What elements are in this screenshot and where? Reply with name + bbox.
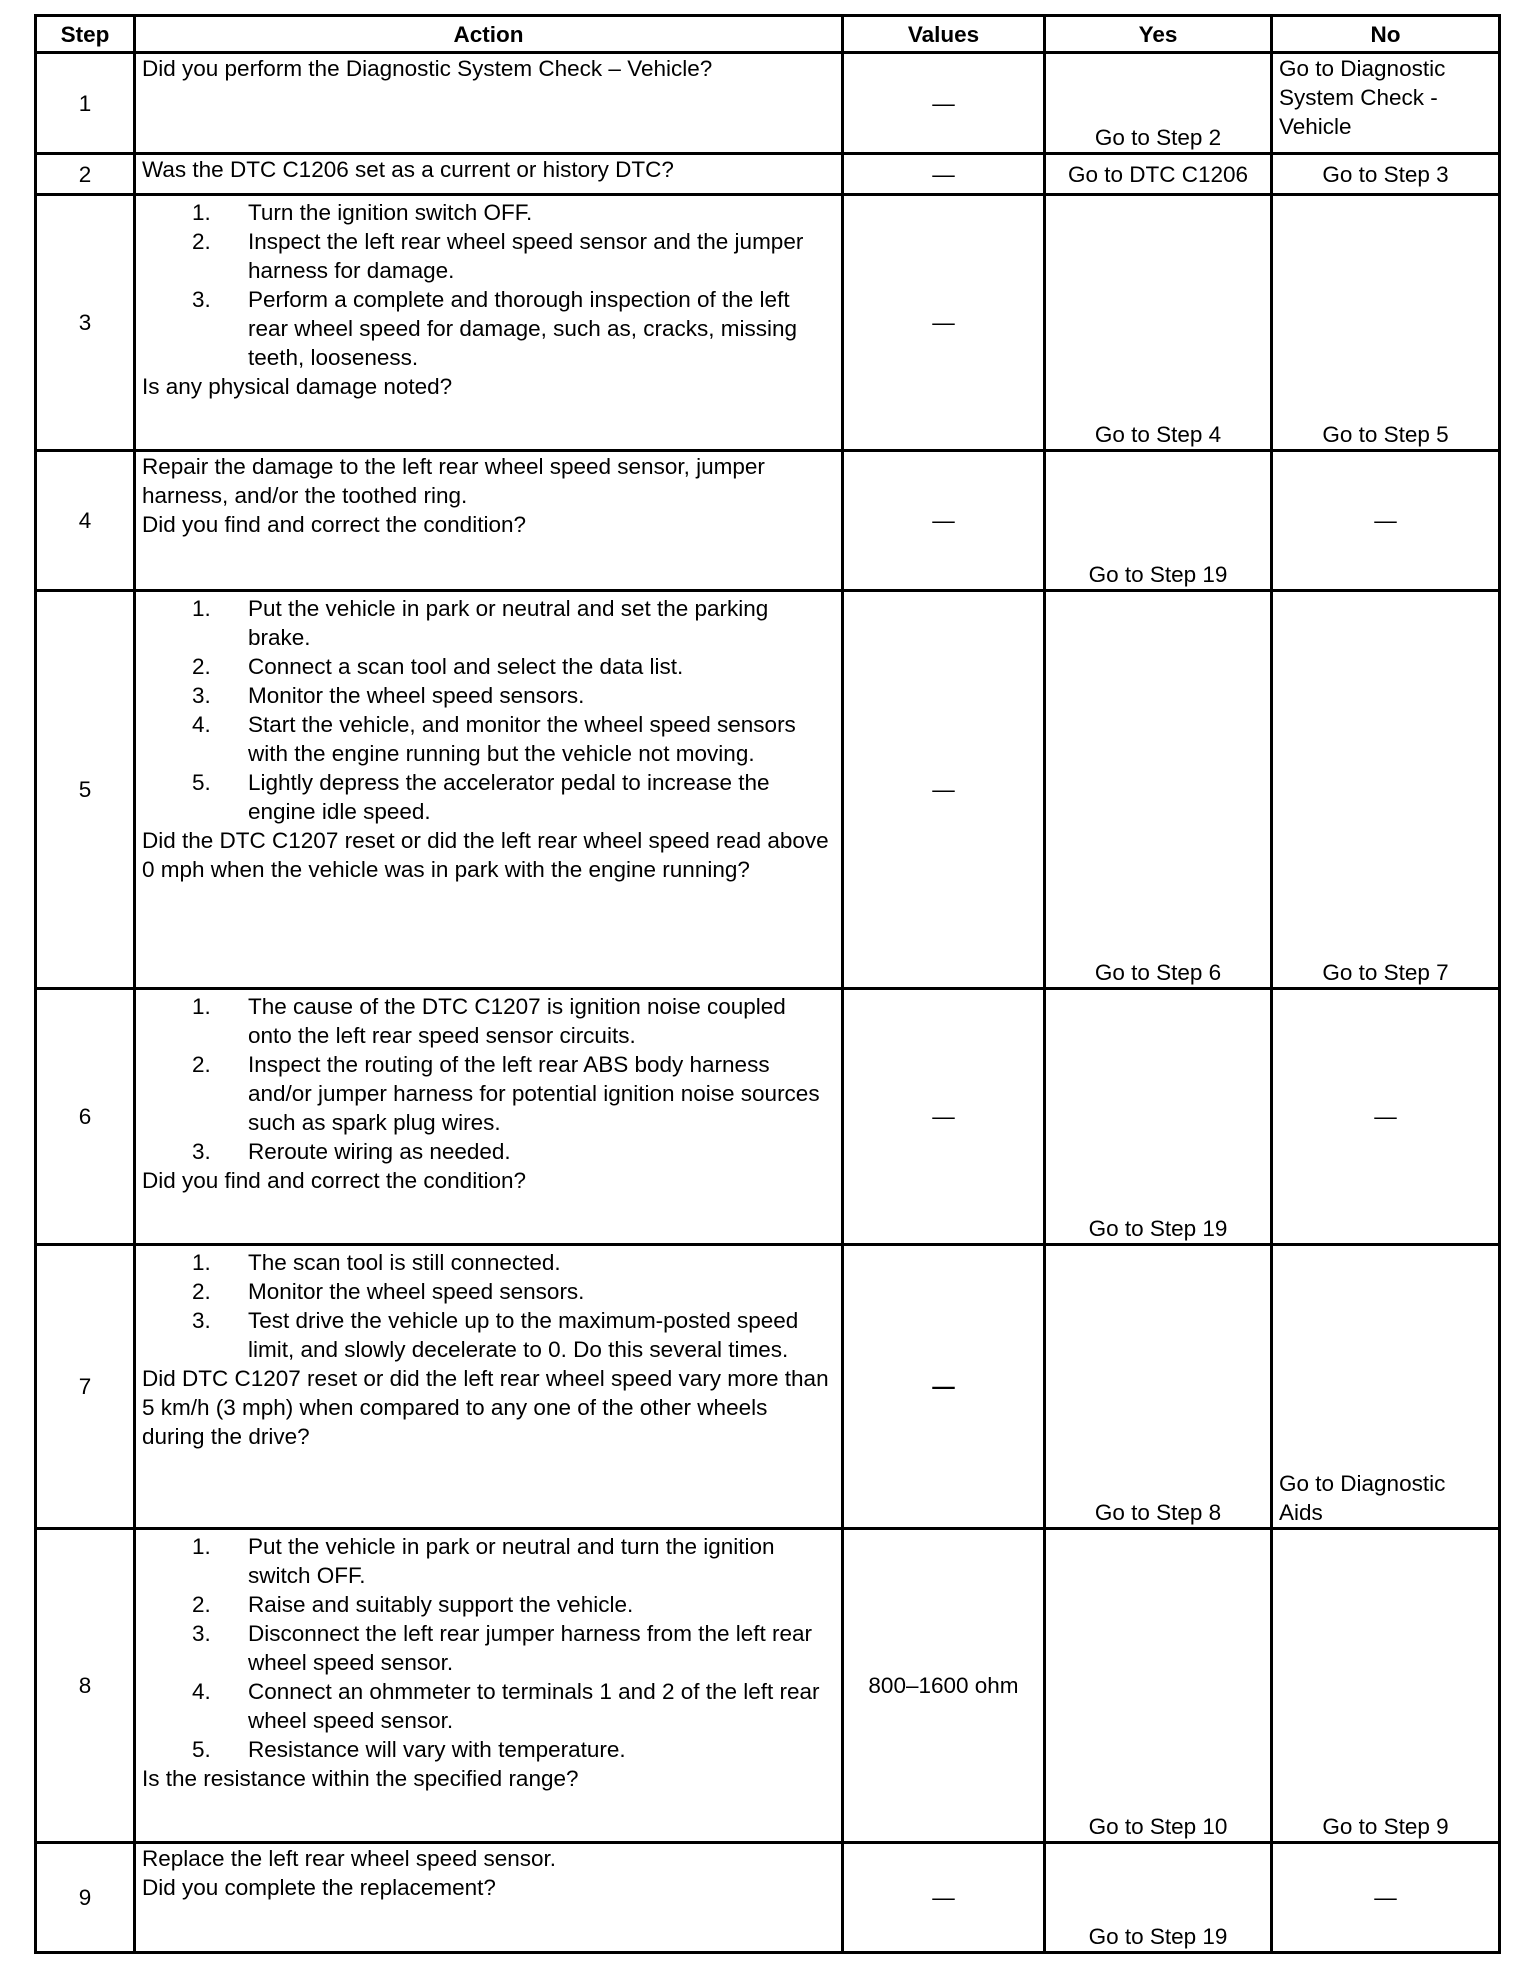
action-cell (135, 451, 843, 591)
table-row (36, 1843, 1500, 1953)
list-item: 2. Inspect the left rear wheel speed sensor and the jumper harness for damage. (242, 227, 835, 285)
list-item: 1. Turn the ignition switch OFF. (242, 198, 835, 227)
action-cell (135, 591, 843, 989)
action-question: Did you complete the replacement? (142, 1875, 496, 1900)
yes-cell: Go to Step 10 (1045, 1529, 1272, 1843)
values-cell: — (843, 1245, 1045, 1529)
no-cell: Go to Step 5 (1272, 195, 1500, 451)
list-item: 1. The cause of the DTC C1207 is ignition noise coupled onto the left rear speed sensor circuits. (242, 992, 835, 1050)
values-cell: — (843, 53, 1045, 154)
yes-cell: Go to Step 19 (1045, 989, 1272, 1245)
values-cell: — (843, 989, 1045, 1245)
action-text: Did you perform the Diagnostic System Check – Vehicle? (135, 53, 843, 154)
step-number: 8 (36, 1529, 135, 1843)
action-cell (135, 1529, 843, 1843)
values-cell: 800–1600 ohm (843, 1529, 1045, 1843)
action-cell (135, 989, 843, 1245)
header-row (36, 16, 1500, 53)
values-cell: — (843, 591, 1045, 989)
action-question: Did you find and correct the condition? (142, 512, 526, 537)
action-question: Did you find and correct the condition? (142, 1168, 526, 1193)
table-row (36, 591, 1500, 989)
action-question: Did DTC C1207 reset or did the left rear wheel speed vary more than 5 km/h (3 mph) when compared to any one of the other wheels during the drive? (142, 1366, 829, 1449)
values-cell: — (843, 451, 1045, 591)
yes-cell: Go to DTC C1206 (1045, 154, 1272, 195)
action-cell (135, 1245, 843, 1529)
values-cell: — (843, 154, 1045, 195)
yes-cell: Go to Step 2 (1045, 53, 1272, 154)
values-cell: — (843, 195, 1045, 451)
action-steps-list (142, 594, 835, 826)
list-item: 3. Test drive the vehicle up to the maximum-posted speed limit, and slowly decelerate to 0. Do this several times. (242, 1306, 835, 1364)
header-no: No (1272, 16, 1500, 53)
table-row (36, 195, 1500, 451)
list-item: 2. Connect a scan tool and select the data list. (242, 652, 835, 681)
yes-cell: Go to Step 19 (1045, 1843, 1272, 1953)
step-number: 9 (36, 1843, 135, 1953)
no-cell: Go to Step 7 (1272, 591, 1500, 989)
list-item: 3. Disconnect the left rear jumper harness from the left rear wheel speed sensor. (242, 1619, 835, 1677)
list-item: 4. Start the vehicle, and monitor the wheel speed sensors with the engine running but the vehicle not moving. (242, 710, 835, 768)
no-cell: — (1272, 451, 1500, 591)
step-number: 7 (36, 1245, 135, 1529)
table-row (36, 1245, 1500, 1529)
yes-cell: Go to Step 4 (1045, 195, 1272, 451)
yes-cell: Go to Step 19 (1045, 451, 1272, 591)
step-number: 1 (36, 53, 135, 154)
action-question: Is the resistance within the specified range? (142, 1766, 579, 1791)
table-row (36, 154, 1500, 195)
action-cell (135, 195, 843, 451)
action-steps-list (142, 1248, 835, 1364)
action-question: Is any physical damage noted? (142, 374, 453, 399)
list-item: 5. Resistance will vary with temperature. (242, 1735, 835, 1764)
action-steps-list (142, 992, 835, 1166)
list-item: 2. Inspect the routing of the left rear ABS body harness and/or jumper harness for potential ignition noise sources such as spark plug wires. (242, 1050, 835, 1137)
table-row (36, 451, 1500, 591)
action-intro: Repair the damage to the left rear wheel speed sensor, jumper harness, and/or the toothed ring. (142, 454, 765, 508)
list-item: 1. Put the vehicle in park or neutral and set the parking brake. (242, 594, 835, 652)
no-cell: — (1272, 1843, 1500, 1953)
header-yes: Yes (1045, 16, 1272, 53)
step-number: 4 (36, 451, 135, 591)
list-item: 5. Lightly depress the accelerator pedal to increase the engine idle speed. (242, 768, 835, 826)
action-steps-list (142, 198, 835, 372)
list-item: 3. Perform a complete and thorough inspection of the left rear wheel speed for damage, such as, cracks, missing teeth, looseness. (242, 285, 835, 372)
step-number: 5 (36, 591, 135, 989)
no-cell: Go to Step 9 (1272, 1529, 1500, 1843)
yes-cell: Go to Step 8 (1045, 1245, 1272, 1529)
no-cell: Go to Diagnostic Aids (1272, 1245, 1500, 1529)
action-cell (135, 1843, 843, 1953)
list-item: 2. Monitor the wheel speed sensors. (242, 1277, 835, 1306)
table-row (36, 53, 1500, 154)
table-row (36, 1529, 1500, 1843)
list-item: 3. Reroute wiring as needed. (242, 1137, 835, 1166)
header-step: Step (36, 16, 135, 53)
list-item: 3. Monitor the wheel speed sensors. (242, 681, 835, 710)
action-question: Did the DTC C1207 reset or did the left rear wheel speed read above 0 mph when the vehicle was in park with the engine running? (142, 828, 829, 882)
action-text: Was the DTC C1206 set as a current or history DTC? (135, 154, 843, 195)
values-cell: — (843, 1843, 1045, 1953)
table-row (36, 989, 1500, 1245)
step-number: 6 (36, 989, 135, 1245)
action-intro: Replace the left rear wheel speed sensor. (142, 1846, 556, 1871)
step-number: 3 (36, 195, 135, 451)
yes-cell: Go to Step 6 (1045, 591, 1272, 989)
step-number: 2 (36, 154, 135, 195)
no-cell: Go to Diagnostic System Check - Vehicle (1272, 53, 1500, 154)
list-item: 4. Connect an ohmmeter to terminals 1 and 2 of the left rear wheel speed sensor. (242, 1677, 835, 1735)
no-cell: — (1272, 989, 1500, 1245)
header-values: Values (843, 16, 1045, 53)
action-steps-list (142, 1532, 835, 1764)
list-item: 1. Put the vehicle in park or neutral and turn the ignition switch OFF. (242, 1532, 835, 1590)
list-item: 1. The scan tool is still connected. (242, 1248, 835, 1277)
list-item: 2. Raise and suitably support the vehicle. (242, 1590, 835, 1619)
no-cell: Go to Step 3 (1272, 154, 1500, 195)
diagnostic-table (34, 14, 1501, 1954)
header-action: Action (135, 16, 843, 53)
